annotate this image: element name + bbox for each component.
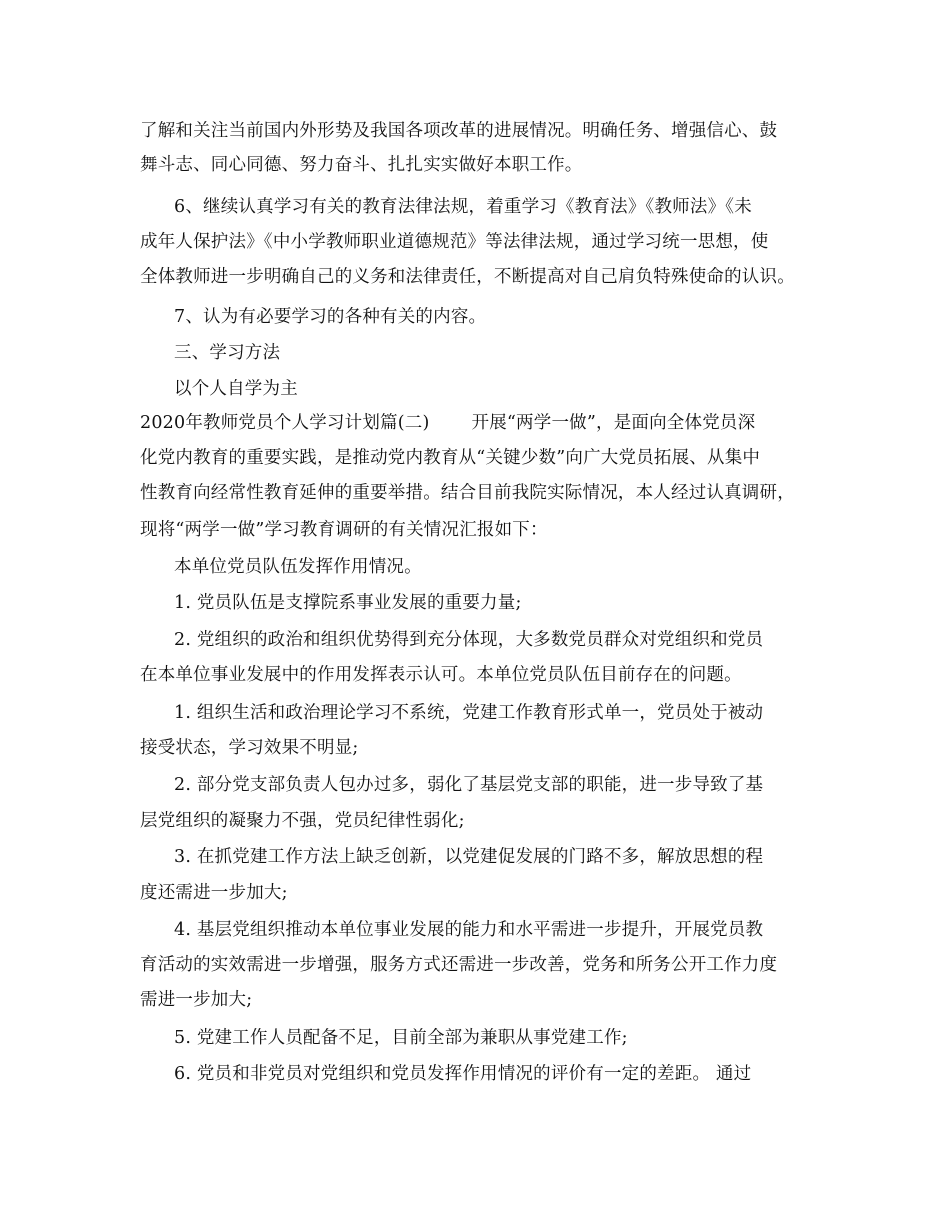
list-item: 3. 在抓党建工作方法上缺乏创新，以党建促发展的门路不多，解放思想的程 [174,847,764,867]
paragraph-line: 化党内教育的重要实践，是推动党内教育从“关键少数”向广大党员拓展、从集中 [140,448,761,468]
paragraph-line: 了解和关注当前国内外形势及我国各项改革的进展情况。明确任务、增强信心、鼓 [140,121,778,141]
paragraph-line: 全体教师进一步明确自己的义务和法律责任，不断提高对自己肩负特殊使命的认识。 [140,267,795,287]
list-item: 4. 基层党组织推动本单位事业发展的能力和水平需进一步提升，开展党员教 [174,920,764,940]
list-item: 5. 党建工作人员配备不足，目前全部为兼职从事党建工作; [174,1028,628,1048]
paragraph-line: 成年人保护法》《中小学教师职业道德规范》等法律法规，通过学习统一思想，使 [140,232,769,252]
paragraph-line: 需进一步加大; [140,990,253,1010]
paragraph-line: 开展“两学一做”，是面向全体党员深 [471,413,756,433]
paragraph-line: 以个人自学为主 [174,379,298,399]
list-item: 2. 党组织的政治和组织优势得到充分体现，大多数党员群众对党组织和党员 [174,630,764,650]
list-item: 6. 党员和非党员对党组织和党员发挥作用情况的评价有一定的差距。 通过 [174,1064,752,1084]
list-item: 2. 部分党支部负责人包办过多，弱化了基层党支部的职能，进一步导致了基 [174,775,764,795]
paragraph-line: 舞斗志、同心同德、努力奋斗、扎扎实实做好本职工作。 [140,155,583,175]
paragraph-line: 现将“两学一做”学习教育调研的有关情况汇报如下： [140,520,548,540]
article-title: 2020年教师党员个人学习计划篇(二) [140,413,430,433]
paragraph-line: 7、认为有必要学习的各种有关的内容。 [174,307,487,327]
paragraph-line: 度还需进一步加大; [140,883,288,903]
paragraph-line: 层党组织的凝聚力不强，党员纪律性弱化; [140,811,465,831]
article-title-line [140,411,830,435]
paragraph-line: 6、继续认真学习有关的教育法律法规，着重学习《教育法》《教师法》《未 [174,197,752,217]
paragraph-line: 育活动的实效需进一步增强，服务方式还需进一步改善，党务和所务公开工作力度 [140,955,778,975]
paragraph-line: 在本单位事业发展中的作用发挥表示认可。本单位党员队伍目前存在的问题。 [140,665,742,685]
list-item: 1. 组织生活和政治理论学习不系统，党建工作教育形式单一，党员处于被动 [174,703,764,723]
paragraph-line: 接受状态，学习效果不明显; [140,738,359,758]
paragraph-line: 本单位党员队伍发挥作用情况。 [174,557,422,577]
paragraph-line: 性教育向经常性教育延伸的重要举措。结合目前我院实际情况，本人经过认真调研， [140,483,795,503]
list-item: 1. 党员队伍是支撑院系事业发展的重要力量; [174,593,522,613]
section-heading: 三、学习方法 [174,343,281,363]
